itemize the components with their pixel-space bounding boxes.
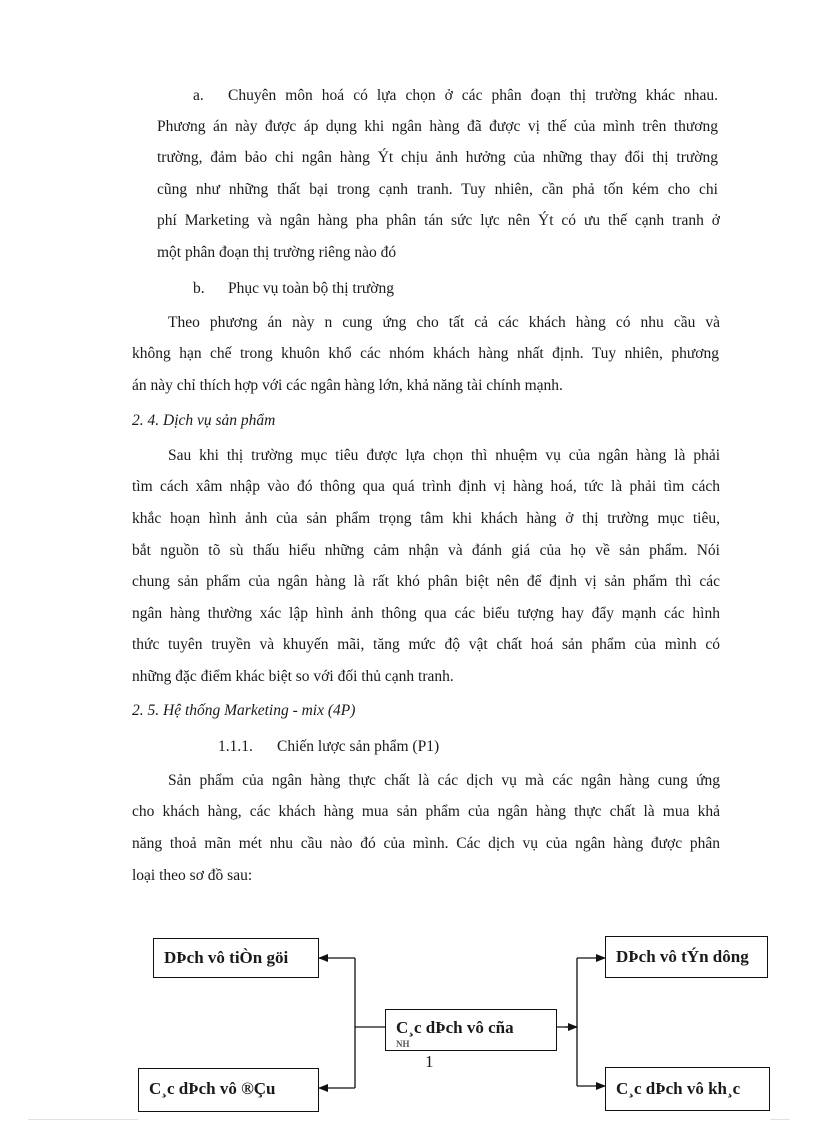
- paragraph-a-line-6: một phân đoạn thị trường riêng nào đó: [157, 244, 397, 261]
- paragraph-a-line-2: Phương án này được áp dụng khi ngân hàng đã được vị thế của mình trên thương: [157, 118, 718, 135]
- section-2-4-line-8: những đặc điểm khác biệt so với đối thủ cạnh tranh.: [132, 668, 454, 685]
- paragraph-a-line-5: phí Marketing và ngân hàng pha phân tán sức lực nên Ýt có ưu thế cạnh tranh ở: [157, 212, 720, 229]
- box-credit-services: DÞch vô tÝn dông: [605, 936, 768, 978]
- section-2-4-line-4: bắt nguồn tõ sù thấu hiểu những cảm nhận và đánh giá của họ về sản phẩm. Nói: [132, 542, 720, 559]
- section-2-5-heading: 2. 5. Hệ thống Marketing - mix (4P): [132, 702, 356, 719]
- page-number: 1: [425, 1052, 434, 1071]
- box-deposit-services: DÞch vô tiÒn göi: [153, 938, 319, 978]
- paragraph-b-label: b.: [193, 280, 205, 297]
- section-2-4-line-7: thức tuyên truyền và khuyến mãi, tăng mức độ vật chất hoá sản phẩm của mình có: [132, 636, 720, 653]
- page-edge-mark-left: [28, 1119, 138, 1120]
- section-2-4-line-3: khắc hoạn hình ảnh của sản phẩm trọng tâm khi khách hàng ở thị trường mục tiêu,: [132, 510, 720, 527]
- section-2-5-line-2: cho khách hàng, các khách hàng mua sản phẩm của ngân hàng thực chất là mua khả: [132, 803, 720, 820]
- box-other-services: C¸c dÞch vô kh¸c: [605, 1067, 770, 1111]
- box-bank-services: [385, 1009, 557, 1051]
- section-2-5-line-1: Sản phẩm của ngân hàng thực chất là các dịch vụ mà các ngân hàng cung ứng: [168, 772, 720, 789]
- box-investment-services: C¸c dÞch vô ®Çu: [138, 1068, 319, 1112]
- paragraph-b-line-2: không hạn chế trong khuôn khổ các nhóm khách hàng nhất định. Tuy nhiên, phương: [132, 345, 719, 362]
- subsection-number: 1.1.1.: [218, 738, 253, 755]
- paragraph-b-line-1: Theo phương án này n cung ứng cho tất cả các khách hàng có nhu cầu và: [168, 314, 720, 331]
- section-2-4-line-1: Sau khi thị trường mục tiêu được lựa chọn thì nhuệm vụ của ngân hàng là phải: [168, 447, 720, 464]
- paragraph-a-line-3: trường, đảm bảo chi ngân hàng Ýt chịu ảnh hưởng của những thay đổi thị trường: [157, 149, 718, 166]
- subsection-title: Chiến lược sản phẩm (P1): [277, 738, 440, 755]
- box-bank-services-overflow: NH: [396, 1039, 410, 1049]
- paragraph-a-label: a.: [193, 87, 204, 104]
- section-2-4-line-5: chung sản phẩm của ngân hàng là rất khó phân biệt nên để định vị sản phẩm thì các: [132, 573, 720, 590]
- paragraph-a-line-4: cũng như những thất bại trong cạnh tranh. Tuy nhiên, cần phả tốn kém cho chi: [157, 181, 718, 198]
- section-2-4-line-2: tìm cách xâm nhập vào đó thông qua quá trình định vị hàng hoá, tức là phải tìm cách: [132, 478, 720, 495]
- page-edge-mark-right: [770, 1119, 790, 1120]
- paragraph-a-line-1: Chuyên môn hoá có lựa chọn ở các phân đoạn thị trường khác nhau.: [228, 87, 718, 104]
- section-2-4-line-6: ngân hàng thường xác lập hình ảnh thông qua các biểu tượng hay đẩy mạnh các hình: [132, 605, 720, 622]
- paragraph-b-line-3: án này chỉ thích hợp với các ngân hàng lớn, khả năng tài chính mạnh.: [132, 377, 563, 394]
- section-2-4-heading: 2. 4. Dịch vụ sản phẩm: [132, 412, 276, 429]
- section-2-5-line-3: năng thoả mãn mét nhu cầu nào đó của mình. Các dịch vụ của ngân hàng được phân: [132, 835, 720, 852]
- box-bank-services-label: C¸c dÞch vô cña: [396, 1018, 514, 1037]
- section-2-5-line-4: loại theo sơ đồ sau:: [132, 867, 253, 884]
- paragraph-b-title: Phục vụ toàn bộ thị trường: [228, 280, 394, 297]
